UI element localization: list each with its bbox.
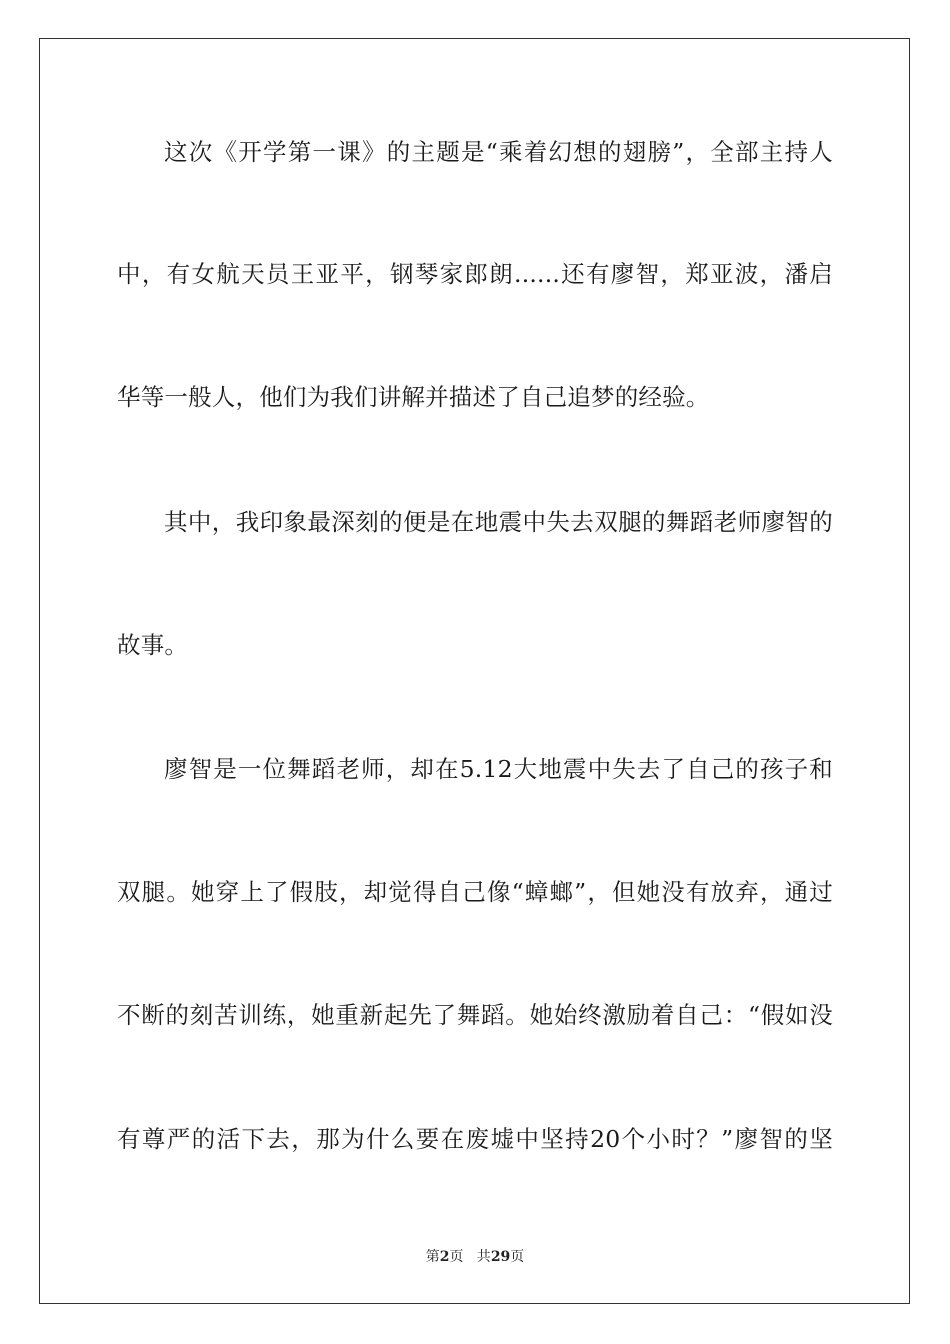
text-line: 其中，我印象最深刻的便是在地震中失去双腿的舞蹈老师廖智的 <box>164 508 833 536</box>
page-border <box>39 38 910 1304</box>
total-page-number: 29 <box>490 1249 511 1265</box>
text-line: 故事。 <box>117 631 189 659</box>
text-line: 有尊严的活下去，那为什么要在废墟中坚持20个小时？”廖智的坚 <box>117 1125 833 1153</box>
page-footer <box>0 1248 950 1266</box>
text-line: 这次《开学第一课》的主题是“乘着幻想的翅膀”，全部主持人 <box>164 138 833 166</box>
text-line: 中，有女航天员王亚平，钢琴家郎朗......还有廖智，郑亚波，潘启 <box>117 260 833 288</box>
text-line: 廖智是一位舞蹈老师，却在5.12大地震中失去了自己的孩子和 <box>164 755 833 783</box>
footer-mid: 页 共 <box>449 1249 491 1265</box>
text-line: 华等一般人，他们为我们讲解并描述了自己追梦的经验。 <box>117 383 710 411</box>
text-line: 不断的刻苦训练，她重新起先了舞蹈。她始终激励着自己：“假如没 <box>117 1001 833 1029</box>
footer-prefix: 第 <box>425 1249 440 1265</box>
text-line: 双腿。她穿上了假肢，却觉得自己像“蟑螂”，但她没有放弃，通过 <box>117 878 833 906</box>
current-page-number: 2 <box>439 1249 450 1265</box>
footer-suffix: 页 <box>510 1249 525 1265</box>
